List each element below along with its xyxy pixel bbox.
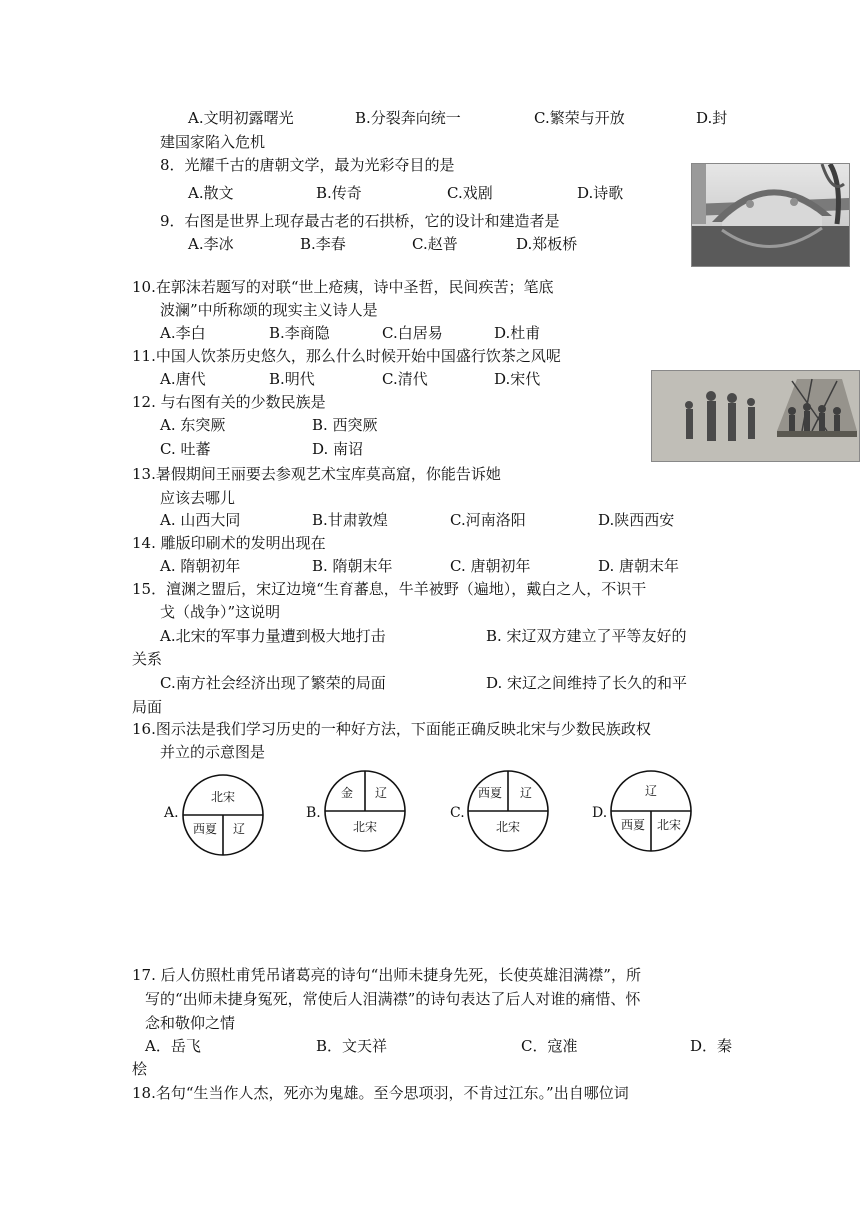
q14-option-a: A. 隋朝初年 [160, 557, 241, 575]
q9-option-a: A.李冰 [188, 235, 234, 253]
q14-option-c: C. 唐朝初年 [450, 557, 531, 575]
q16-a-bottom-left: 西夏 [192, 822, 218, 836]
q11-option-b: B.明代 [269, 370, 315, 388]
q12-option-b: B. 西突厥 [312, 416, 378, 434]
q16-diagram-c [466, 769, 550, 853]
q7-option-c: C.繁荣与开放 [534, 109, 625, 127]
q16-diagram-a-label: A. [164, 805, 179, 821]
q16-c-top-left: 西夏 [477, 786, 503, 800]
q9-option-d: D.郑板桥 [516, 235, 578, 253]
q7-option-d: D.封 [696, 109, 728, 127]
q16-b-top-right: 辽 [374, 786, 388, 800]
q16-b-bottom: 北宋 [352, 820, 378, 834]
q16-stem-line2: 并立的示意图是 [160, 743, 266, 761]
q14-option-d: D. 唐朝末年 [598, 557, 680, 575]
q8-option-c: C.戏剧 [447, 184, 493, 202]
q16-diagram-b [323, 769, 407, 853]
q13-option-b: B.甘肃敦煌 [312, 511, 388, 529]
q17-option-a: A．岳飞 [145, 1037, 201, 1055]
q10-option-b: B.李商隐 [269, 324, 330, 342]
q14-option-b: B. 隋朝末年 [312, 557, 393, 575]
q9-stem: 9．右图是世界上现存最古老的石拱桥，它的设计和建造者是 [160, 212, 560, 230]
q11-option-c: C.清代 [382, 370, 428, 388]
q16-diagram-d-label: D. [592, 805, 608, 821]
q8-stem: 8．光耀千古的唐朝文学，最为光彩夺目的是 [160, 156, 455, 174]
q17-option-b: B．文天祥 [316, 1037, 388, 1055]
q16-diagram-c-label: C. [450, 805, 465, 821]
q16-c-top-right: 辽 [519, 786, 533, 800]
q10-stem-line1: 10.在郭沫若题写的对联“世上疮痍，诗中圣哲，民间疾苦；笔底 [132, 278, 554, 296]
q7-option-d-wrap: 建国家陷入危机 [160, 133, 266, 151]
q15-option-b: B. 宋辽双方建立了平等友好的 [486, 627, 687, 645]
q17-stem-line2: 写的“出师未捷身冤死，常使后人泪满襟”的诗句表达了后人对谁的痛惜、怀 [145, 990, 641, 1008]
q16-diagram-b-label: B. [306, 805, 321, 821]
q16-diagram-d [609, 769, 693, 853]
q17-stem-line3: 念和敬仰之情 [145, 1014, 236, 1032]
q14-stem: 14. 雕版印刷术的发明出现在 [132, 534, 326, 552]
q9-option-b: B.李春 [300, 235, 346, 253]
q13-stem-line1: 13.暑假期间王丽要去参观艺术宝库莫高窟，你能告诉她 [132, 465, 501, 483]
q16-c-bottom: 北宋 [495, 820, 521, 834]
q17-option-d: D．秦 [690, 1037, 733, 1055]
q15-option-c: C.南方社会经济出现了繁荣的局面 [160, 674, 386, 692]
q15-option-b-wrap: 关系 [132, 650, 163, 668]
q11-option-d: D.宋代 [494, 370, 541, 388]
q7-option-a: A.文明初露曙光 [188, 109, 294, 127]
q12-option-c: C. 吐蕃 [160, 440, 211, 458]
q8-option-d: D.诗歌 [577, 184, 624, 202]
q17-option-c: C．寇准 [521, 1037, 578, 1055]
q17-stem-line1: 17. 后人仿照杜甫凭吊诸葛亮的诗句“出师未捷身先死，长使英雄泪满襟”，所 [132, 966, 641, 984]
q13-stem-line2: 应该去哪儿 [160, 489, 236, 507]
q13-option-a: A. 山西大同 [160, 511, 241, 529]
q10-option-c: C.白居易 [382, 324, 443, 342]
q15-stem-line2: 戈（战争）”这说明 [160, 603, 281, 621]
q16-stem-line1: 16.图示法是我们学习历史的一种好方法，下面能正确反映北宋与少数民族政权 [132, 720, 651, 738]
q9-option-c: C.赵普 [412, 235, 458, 253]
q12-stem: 12. 与右图有关的少数民族是 [132, 393, 326, 411]
q15-option-a: A.北宋的军事力量遭到极大地打击 [160, 627, 386, 645]
ancient-painting-photo [651, 370, 860, 462]
q16-diagram-a [181, 773, 265, 857]
q18-stem: 18.名句“生当作人杰，死亦为鬼雄。至今思项羽，不肯过江东。”出自哪位词 [132, 1084, 629, 1102]
q10-stem-line2: 波澜”中所称颂的现实主义诗人是 [160, 301, 378, 319]
bridge-image [692, 164, 849, 266]
q8-option-a: A.散文 [188, 184, 234, 202]
stone-arch-bridge-photo [691, 163, 850, 267]
q13-option-c: C.河南洛阳 [450, 511, 526, 529]
q17-option-d-wrap: 桧 [132, 1060, 148, 1078]
q12-option-a: A. 东突厥 [160, 416, 226, 434]
q11-option-a: A.唐代 [160, 370, 206, 388]
q15-stem-line1: 15．澶渊之盟后，宋辽边境“生育蕃息，牛羊被野（遍地），戴白之人，不识干 [132, 580, 647, 598]
q16-a-top: 北宋 [210, 790, 236, 804]
q15-option-d-wrap: 局面 [132, 698, 163, 716]
q10-option-d: D.杜甫 [494, 324, 541, 342]
q13-option-d: D.陕西西安 [598, 511, 675, 529]
q16-d-bottom-left: 西夏 [620, 818, 646, 832]
painting-image [652, 371, 859, 461]
q10-option-a: A.李白 [160, 324, 206, 342]
q7-option-b: B.分裂奔向统一 [355, 109, 461, 127]
q16-a-bottom-right: 辽 [232, 822, 246, 836]
q15-option-d: D. 宋辽之间维持了长久的和平 [486, 674, 688, 692]
q8-option-b: B.传奇 [316, 184, 362, 202]
q16-d-top: 辽 [644, 784, 658, 798]
q11-stem: 11.中国人饮茶历史悠久，那么什么时候开始中国盛行饮茶之风呢 [132, 347, 561, 365]
q12-option-d: D. 南诏 [312, 440, 364, 458]
q16-b-top-left: 金 [340, 786, 354, 800]
q16-d-bottom-right: 北宋 [656, 818, 682, 832]
